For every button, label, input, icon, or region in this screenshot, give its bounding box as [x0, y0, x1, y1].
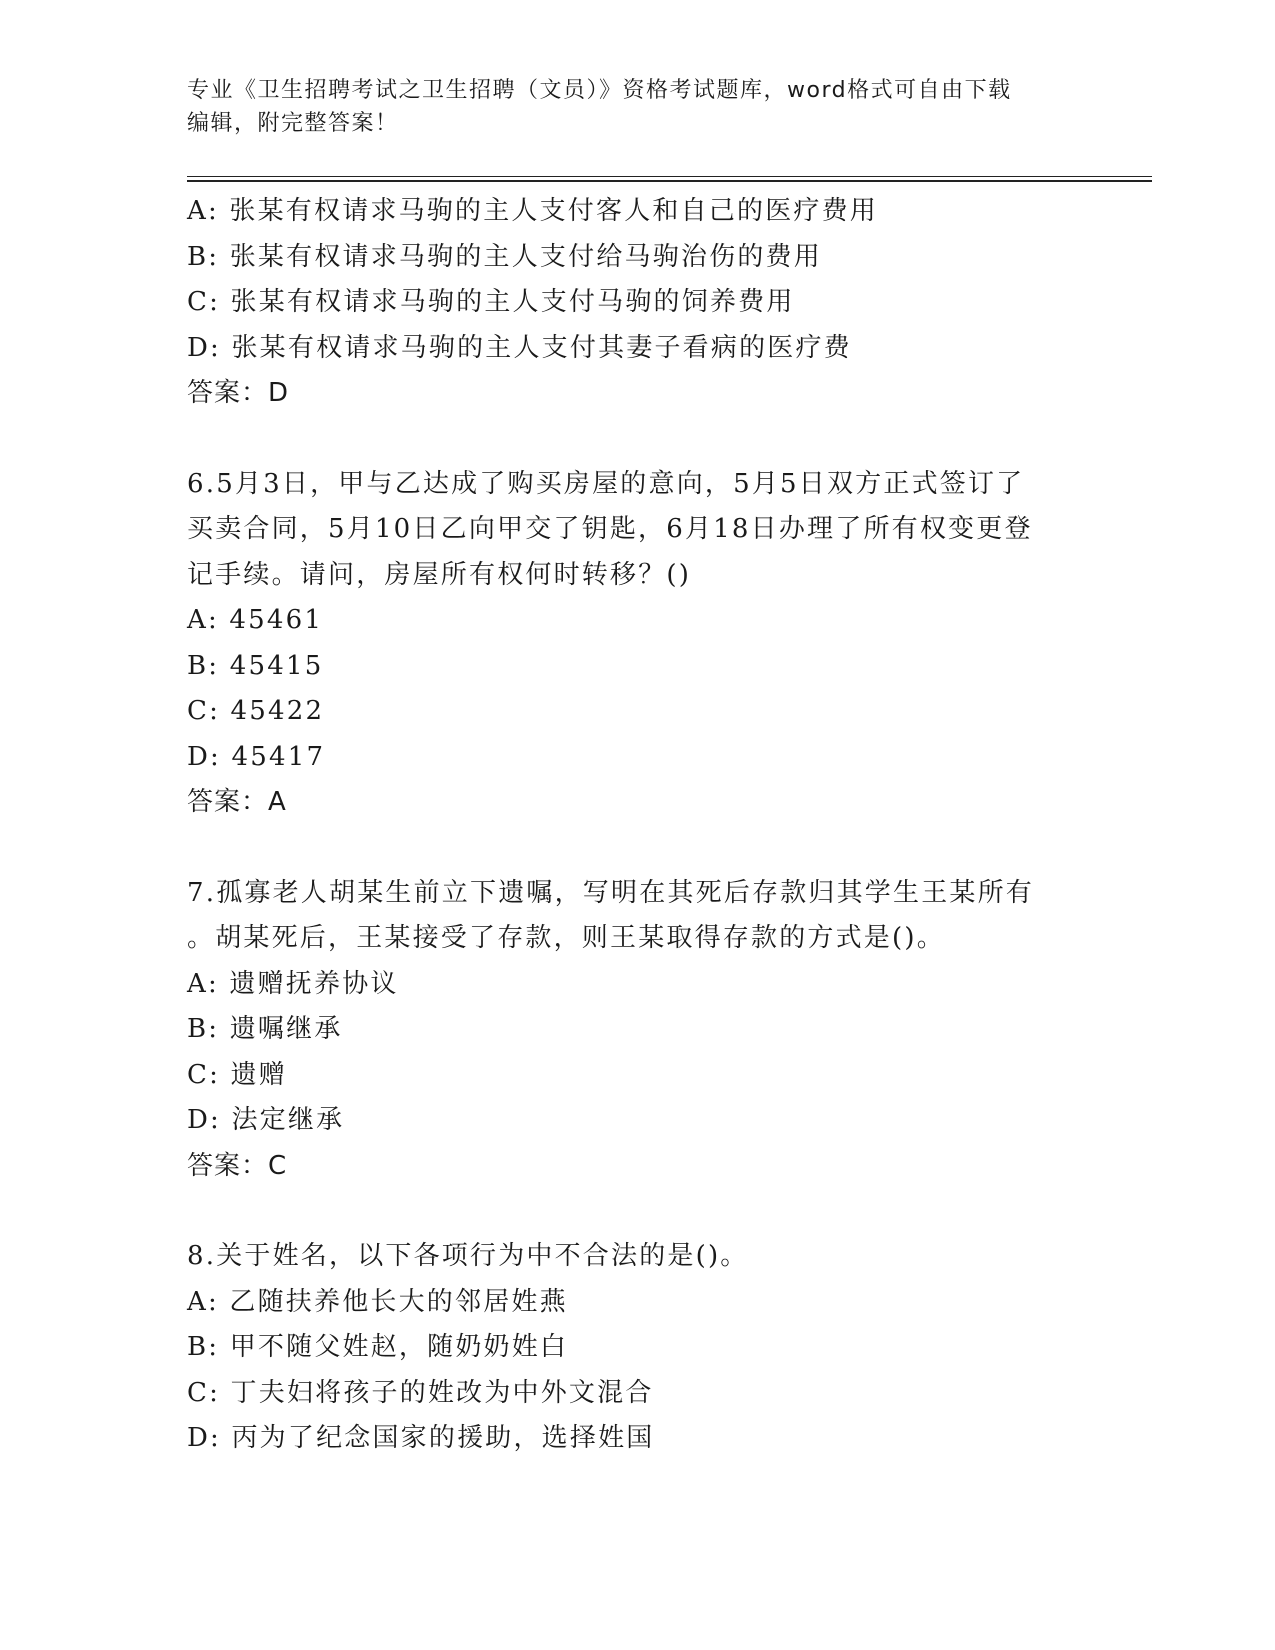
option-b: B: 张某有权请求马驹的主人支付给马驹治伤的费用 — [187, 241, 822, 272]
stem-line: 。胡某死后，王某接受了存款，则王某取得存款的方式是()。 — [187, 923, 945, 953]
answer: 答案：C — [187, 1150, 288, 1181]
option-b: B: 甲不随父姓赵，随奶奶姓白 — [187, 1332, 569, 1362]
stem-line: 8.关于姓名，以下各项行为中不合法的是()。 — [187, 1241, 749, 1271]
option-d: D: 法定继承 — [187, 1105, 345, 1135]
question-stem — [187, 462, 1152, 599]
stem-line: 买卖合同，5月10日乙向甲交了钥匙，6月18日办理了所有权变更登 — [187, 514, 1033, 544]
option-c: C: 遗赠 — [187, 1059, 287, 1090]
option-b: B: 45415 — [187, 650, 324, 681]
header-line-1: 专业《卫生招聘考试之卫生招聘（文员）》资格考试题库，word格式可自由下载 — [187, 78, 1012, 103]
option-a: A: 乙随扶养他长大的邻居姓燕 — [187, 1286, 568, 1317]
document-page — [187, 0, 1152, 1650]
header-divider-thin — [187, 176, 1152, 177]
option-a: A: 张某有权请求马驹的主人支付客人和自己的医疗费用 — [187, 196, 879, 226]
answer: 答案：A — [187, 787, 287, 817]
stem-line: 6.5月3日，甲与乙达成了购买房屋的意向，5月5日双方正式签订了 — [187, 468, 1025, 499]
option-c: C: 丁夫妇将孩子的姓改为中外文混合 — [187, 1377, 654, 1408]
option-d: D: 45417 — [187, 741, 326, 772]
question-stem — [187, 871, 1152, 962]
option-d: D: 丙为了纪念国家的援助，选择姓国 — [187, 1423, 655, 1453]
answer: 答案：D — [187, 378, 290, 408]
stem-line: 记手续。请问，房屋所有权何时转移？() — [187, 559, 692, 590]
question-stem — [187, 1234, 1152, 1280]
question-8 — [187, 1234, 1152, 1462]
option-a: A: 45461 — [187, 605, 324, 635]
option-b: B: 遗嘱继承 — [187, 1014, 343, 1044]
document-header — [187, 74, 1067, 140]
spacer — [187, 417, 1152, 462]
header-line-2: 编辑，附完整答案！ — [187, 111, 399, 136]
question-6 — [187, 462, 1152, 826]
stem-line: 7.孤寡老人胡某生前立下遗嘱，写明在其死后存款归其学生王某所有 — [187, 877, 1035, 908]
question-list — [187, 189, 1152, 1462]
option-a: A: 遗赠抚养协议 — [187, 968, 399, 999]
option-c: C: 45422 — [187, 696, 325, 726]
header-divider-thick — [187, 180, 1152, 182]
question-5 — [187, 189, 1152, 417]
option-d: D: 张某有权请求马驹的主人支付其妻子看病的医疗费 — [187, 332, 852, 363]
question-7 — [187, 871, 1152, 1190]
spacer — [187, 826, 1152, 871]
option-c: C: 张某有权请求马驹的主人支付马驹的饲养费用 — [187, 287, 795, 317]
spacer — [187, 1189, 1152, 1234]
